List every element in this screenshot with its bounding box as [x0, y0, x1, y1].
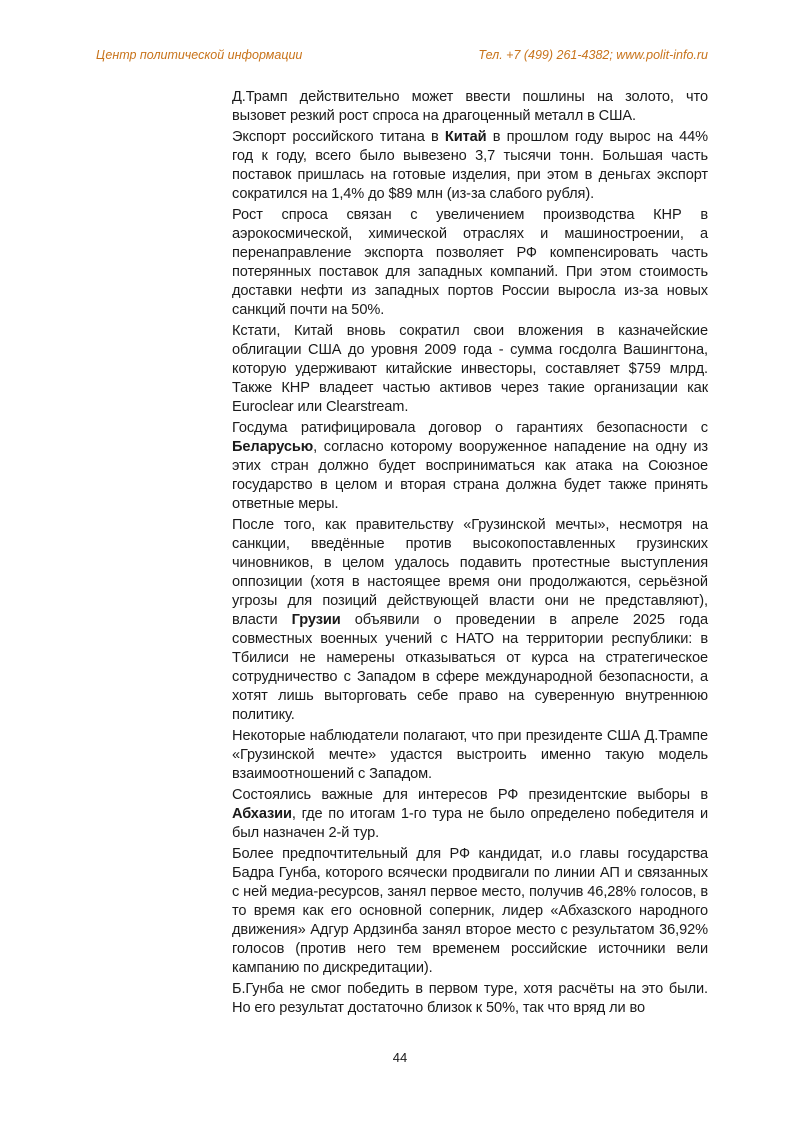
header-contacts: Тел. +7 (499) 261-4382; www.polit-info.ru: [478, 48, 708, 62]
paragraph: Состоялись важные для интересов РФ президентские выборы в Абхазии, где по итогам 1-го тура не было определено победителя и был назначен 2-й тур.: [232, 787, 708, 841]
paragraph: Б.Гунба не смог победить в первом туре, хотя расчёты на это были. Но его результат достаточно близок к 50%, так что вряд ли во: [232, 981, 708, 1016]
paragraph: Д.Трамп действительно может ввести пошлины на золото, что вызовет резкий рост спроса на драгоценный металл в США.: [232, 89, 708, 124]
page-header: [96, 48, 708, 62]
page-number: 44: [392, 1050, 408, 1065]
paragraph: Некоторые наблюдатели полагают, что при президенте США Д.Трампе «Грузинской мечте» удастся выстроить именно такую модель взаимоотношений с Западом.: [232, 728, 708, 782]
paragraph: Кстати, Китай вновь сократил свои вложения в казначейские облигации США до уровня 2009 года - сумма госдолга Вашингтона, которую удерживают китайские инвесторы, составляет $759 млрд. Также КНР владеет частью активов через такие организации как Euroclear или Clearstream.: [232, 323, 708, 415]
paragraph: Более предпочтительный для РФ кандидат, и.о главы государства Бадра Гунба, которого всячески продвигали по линии АП и связанных с ней медиа-ресурсов, занял первое место, получив 46,28% голосов, в то время как его основной соперник, лидер «Абхазского народного движения» Адгур Ардзинба занял второе место с результатом 36,92% голосов (против него тем временем российские источники вели кампанию по дискредитации).: [232, 846, 708, 976]
country-highlight: Абхазии: [232, 806, 292, 822]
header-organization: Центр политической информации: [96, 48, 303, 62]
country-highlight: Китай: [444, 129, 487, 145]
country-highlight: Беларусью: [232, 439, 314, 455]
paragraph: Рост спроса связан с увеличением производства КНР в аэрокосмической, химической отраслях и машиностроении, а перенаправление экспорта позволяет РФ компенсировать часть потерянных поставок для западных компаний. При этом стоимость доставки нефти из западных портов России выросла из-за новых санкций почти на 50%.: [232, 207, 708, 318]
country-highlight: Грузии: [291, 612, 341, 628]
paragraph: Экспорт российского титана в Китай в прошлом году вырос на 44% год к году, всего было вывезено 3,7 тысячи тонн. Большая часть поставок пришлась на готовые изделия, при этом в деньгах экспорт сократился на 1,4% до $89 млн (из-за слабого рубля).: [232, 129, 708, 202]
paragraph: После того, как правительству «Грузинской мечты», несмотря на санкции, введённые против высокопоставленных грузинских чиновников, в целом удалось подавить протестные выступления оппозиции (хотя в настоящее время они продолжаются, серьёзной угрозы для позиций действующей власти они не представляют), власти Грузии объявили о проведении в апреле 2025 года совместных военных учений с НАТО на территории республики: в Тбилиси не намерены отказываться от курса на стратегическое сотрудничество с Западом в сфере международной безопасности, а хотят лишь выторговать себе право на суверенную внутреннюю политику.: [232, 517, 708, 723]
paragraph: Госдума ратифицировала договор о гарантиях безопасности с Беларусью, согласно которому вооруженное нападение на одну из этих стран должно будет восприниматься как атака на Союзное государство в целом и вторая страна должна будет также принять ответные меры.: [232, 420, 708, 512]
article-body: [232, 88, 708, 1020]
